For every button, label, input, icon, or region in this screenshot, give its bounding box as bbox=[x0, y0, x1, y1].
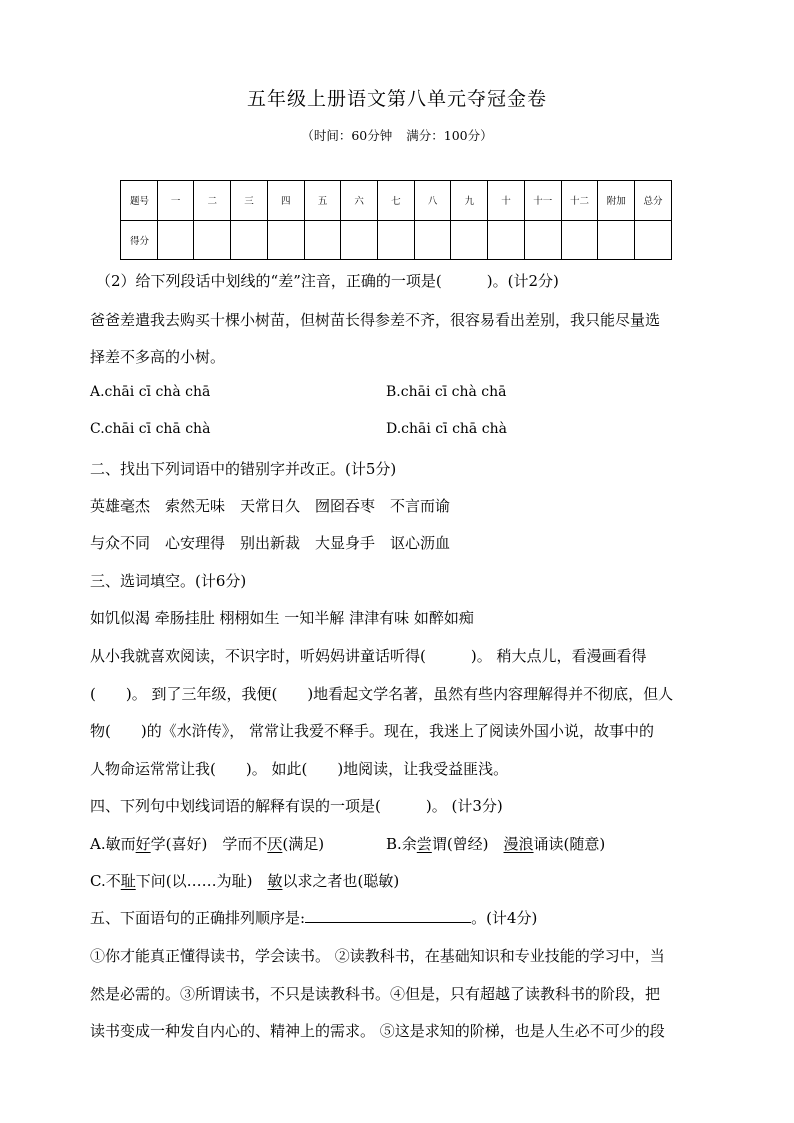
q4a-text: A.敏而 bbox=[90, 835, 136, 853]
score-table-header-cell: 题号 bbox=[121, 181, 158, 221]
score-table-header-cell: 九 bbox=[451, 181, 488, 221]
score-input-cell[interactable] bbox=[561, 220, 598, 260]
score-table bbox=[120, 180, 672, 260]
score-table-header-cell: 附加 bbox=[598, 181, 635, 221]
score-input-cell[interactable] bbox=[635, 220, 672, 260]
q2-stem: 二、找出下列词语中的错别字并改正。(计5分) bbox=[90, 460, 397, 478]
q4a-text: (满足) bbox=[282, 835, 325, 853]
q1-option-d[interactable]: D.chāi cī chā chà bbox=[386, 421, 507, 437]
score-input-cell[interactable] bbox=[598, 220, 635, 260]
score-table-header-cell: 十二 bbox=[561, 181, 598, 221]
score-input-cell[interactable] bbox=[488, 220, 525, 260]
score-table-header-cell: 十一 bbox=[524, 181, 561, 221]
score-table-header-cell: 十 bbox=[488, 181, 525, 221]
q4c-underlined-word: 敏 bbox=[267, 872, 283, 890]
q4b-text: B.余 bbox=[386, 835, 417, 853]
q5-stem-text: 。(计4分) bbox=[471, 909, 538, 927]
q3-word-bank: 如饥似渴 牵肠挂肚 栩栩如生 一知半解 津津有味 如醉如痴 bbox=[90, 609, 474, 627]
score-input-cell[interactable] bbox=[378, 220, 415, 260]
q4b-underlined-word: 漫浪 bbox=[503, 835, 534, 853]
q4a-underlined-word: 厌 bbox=[267, 835, 283, 853]
time-limit: （时间：60分钟 bbox=[301, 128, 393, 143]
score-input-cell[interactable] bbox=[524, 220, 561, 260]
q4-option-c[interactable] bbox=[90, 870, 399, 891]
q4c-text: 下问(以……为耻) bbox=[135, 872, 268, 890]
q1-option-b[interactable]: B.chāi cī chà chā bbox=[386, 384, 507, 400]
score-table-header-cell: 八 bbox=[414, 181, 451, 221]
full-score: 满分：100分） bbox=[406, 128, 493, 143]
score-input-cell[interactable] bbox=[414, 220, 451, 260]
score-table-header-cell: 七 bbox=[378, 181, 415, 221]
page-title: 五年级上册语文第八单元夺冠金卷 bbox=[246, 88, 547, 110]
q1-paragraph-line: 择差不多高的小树。 bbox=[90, 348, 226, 366]
q4b-underlined-word: 尝 bbox=[416, 835, 432, 853]
q1-stem: （2）给下列段话中划线的“差”注音，正确的一项是( )。(计2分) bbox=[96, 272, 559, 290]
q4b-text: 谓(曾经) bbox=[431, 835, 504, 853]
q3-stem: 三、选词填空。(计6分) bbox=[90, 572, 247, 590]
score-table-header-cell: 六 bbox=[341, 181, 378, 221]
q2-word-line: 与众不同 心安理得 别出新裁 大显身手 讴心沥血 bbox=[90, 534, 451, 552]
q5-sentence-line: ①你才能真正懂得读书，学会读书。 ②读教科书，在基础知识和专业技能的学习中，当 bbox=[90, 947, 665, 965]
q4-option-b[interactable] bbox=[386, 833, 605, 854]
score-table-header-cell: 四 bbox=[267, 181, 304, 221]
score-row-label: 得分 bbox=[121, 220, 158, 260]
q4-option-a[interactable] bbox=[90, 833, 324, 854]
q3-passage-line: 物( )的《水浒传》， 常常让我爱不释手。现在，我迷上了阅读外国小说，故事中的 bbox=[90, 722, 654, 740]
score-table-header-row bbox=[121, 181, 672, 221]
score-table-header-cell: 总分 bbox=[635, 181, 672, 221]
exam-subtitle bbox=[0, 126, 794, 144]
q5-sentence-line: 读书变成一种发自内心的、精神上的需求。 ⑤这是求知的阶梯，也是人生必不可少的段 bbox=[90, 1022, 665, 1040]
q3-passage-line: ( )。 到了三年级，我便( )地看起文学名著，虽然有些内容理解得并不彻底，但人 bbox=[90, 685, 674, 703]
score-input-cell[interactable] bbox=[194, 220, 231, 260]
score-input-cell[interactable] bbox=[231, 220, 268, 260]
score-input-cell[interactable] bbox=[451, 220, 488, 260]
q4b-text: 诵读(随意) bbox=[533, 835, 606, 853]
q2-word-line: 英雄毫杰 索然无味 天常日久 囫囵吞枣 不言而谕 bbox=[90, 497, 451, 515]
q3-passage-line: 人物命运常常让我( )。 如此( )地阅读，让我受益匪浅。 bbox=[90, 760, 509, 778]
score-input-cell[interactable] bbox=[267, 220, 304, 260]
q4c-underlined-word: 耻 bbox=[120, 872, 136, 890]
q5-stem-text: 五、下面语句的正确排列顺序是: bbox=[90, 909, 306, 927]
q5-answer-blank[interactable] bbox=[305, 908, 471, 923]
q1-option-a[interactable]: A.chāi cī chà chā bbox=[90, 384, 211, 400]
q1-option-c[interactable]: C.chāi cī chā chà bbox=[90, 421, 211, 437]
score-input-cell[interactable] bbox=[341, 220, 378, 260]
q3-passage-line: 从小我就喜欢阅读，不识字时，听妈妈讲童话听得( )。 稍大点儿，看漫画看得 bbox=[90, 647, 647, 665]
score-table-header-cell: 五 bbox=[304, 181, 341, 221]
score-table-score-row bbox=[121, 220, 672, 260]
score-table-header-cell: 二 bbox=[194, 181, 231, 221]
q4-stem: 四、下列句中划线词语的解释有误的一项是( )。 (计3分) bbox=[90, 797, 503, 815]
q4a-underlined-word: 好 bbox=[135, 835, 151, 853]
q4a-text: 学(喜好) 学而不 bbox=[150, 835, 268, 853]
q5-stem bbox=[90, 907, 706, 928]
q4c-text: C.不 bbox=[90, 872, 121, 890]
score-input-cell[interactable] bbox=[304, 220, 341, 260]
score-table-header-cell: 三 bbox=[231, 181, 268, 221]
score-input-cell[interactable] bbox=[157, 220, 194, 260]
q5-sentence-line: 然是必需的。③所谓读书，不只是读教科书。④但是，只有超越了读教科书的阶段，把 bbox=[90, 985, 661, 1003]
q4c-text: 以求之者也(聪敏) bbox=[282, 872, 400, 890]
score-table-header-cell: 一 bbox=[157, 181, 194, 221]
q1-paragraph-line: 爸爸差遣我去购买十棵小树苗，但树苗长得参差不齐，很容易看出差别，我只能尽量选 bbox=[90, 311, 661, 329]
